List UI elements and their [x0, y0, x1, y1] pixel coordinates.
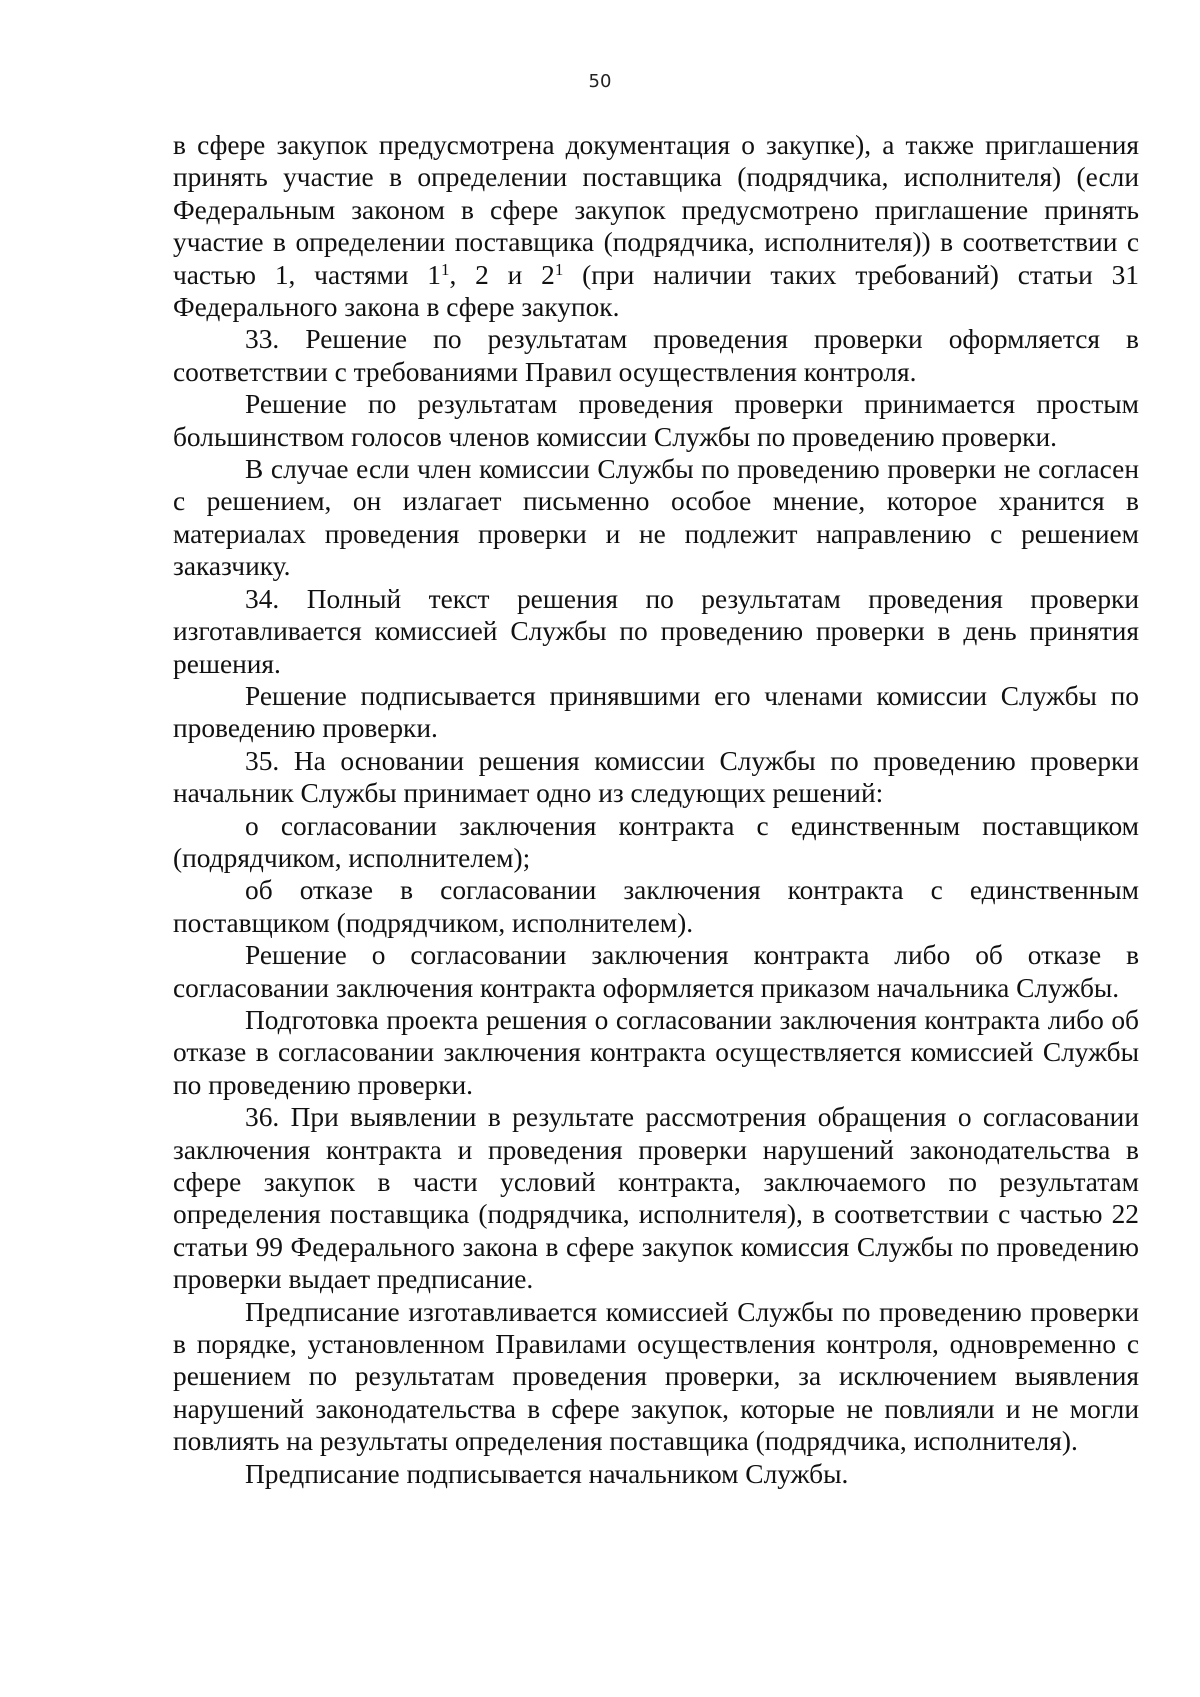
paragraph-35-preparation: Подготовка проекта решения о согласовании заключения контракта либо об отказе в согласовании заключения контракта осуществляется комиссией Службы по проведению проверки.: [173, 1004, 1139, 1100]
paragraph-33-voting: Решение по результатам проведения проверки принимается простым большинством голосов членов комиссии Службы по проведению проверки.: [173, 389, 1139, 452]
paragraph-34: 34. Полный текст решения по результатам проведения проверки изготавливается комиссией Службы по проведению проверки в день принятия решения.: [173, 583, 1139, 679]
paragraph-36-prescription: Предписание изготавливается комиссией Службы по проведению проверки в порядке, установленном Правилами осуществления контроля, одновременно с решением по результатам проведения проверки, за исключением выявления нарушений законодательства в сфере закупок, которые не повлияли и не могли повлиять на результаты определения поставщика (подрядчика, исполнителя).: [173, 1296, 1139, 1457]
paragraph-35: 35. На основании решения комиссии Службы по проведению проверки начальник Службы принимает одно из следующих решений:: [173, 745, 1139, 809]
paragraph-35-refusal-option: об отказе в согласовании заключения контракта с единственным поставщиком (подрядчиком, исполнителем).: [173, 875, 1139, 938]
paragraph-text: , 2 и 2: [449, 259, 555, 290]
paragraph-continuation: [173, 129, 1139, 323]
superscript: 1: [440, 259, 450, 279]
paragraph-text: в сфере закупок предусмотрена документация о закупке), а также приглашения принять участие в определении поставщика (подрядчика, исполнителя) (если Федеральным законом в сфере закупок предусмотрено приглашение принять участие в определении поставщика (подрядчика, исполнителя)) в соответствии с частью 1, частями 1: [173, 130, 1139, 290]
paragraph-text: (при наличии таких требований) статьи 31 Федерального закона в сфере закупок.: [173, 259, 1139, 323]
paragraph-35-order: Решение о согласовании заключения контракта либо об отказе в согласовании заключения контракта оформляется приказом начальника Службы.: [173, 940, 1139, 1003]
paragraph-33-dissent: В случае если член комиссии Службы по проведению проверки не согласен с решением, он излагает письменно особое мнение, которое хранится в материалах проведения проверки и не подлежит направлению с решением заказчику.: [173, 454, 1139, 582]
superscript: 1: [554, 259, 564, 279]
document-body: [173, 129, 1139, 1490]
page-number: 50: [588, 71, 612, 92]
paragraph-34-signing: Решение подписывается принявшими его членами комиссии Службы по проведению проверки.: [173, 680, 1139, 744]
paragraph-33: 33. Решение по результатам проведения проверки оформляется в соответствии с требованиями Правил осуществления контроля.: [173, 324, 1139, 387]
paragraph-36-signature: Предписание подписывается начальником Службы.: [245, 1458, 849, 1489]
paragraph-35-approval-option: о согласовании заключения контракта с единственным поставщиком (подрядчиком, исполнителем);: [173, 810, 1139, 873]
paragraph-36: 36. При выявлении в результате рассмотрения обращения о согласовании заключения контракта и проведения проверки нарушений законодательства в сфере закупок в части условий контракта, заключаемого по результатам определения поставщика (подрядчика, исполнителя), в соответствии с частью 22 статьи 99 Федерального закона в сфере закупок комиссия Службы по проведению проверки выдает предписание.: [173, 1102, 1139, 1295]
